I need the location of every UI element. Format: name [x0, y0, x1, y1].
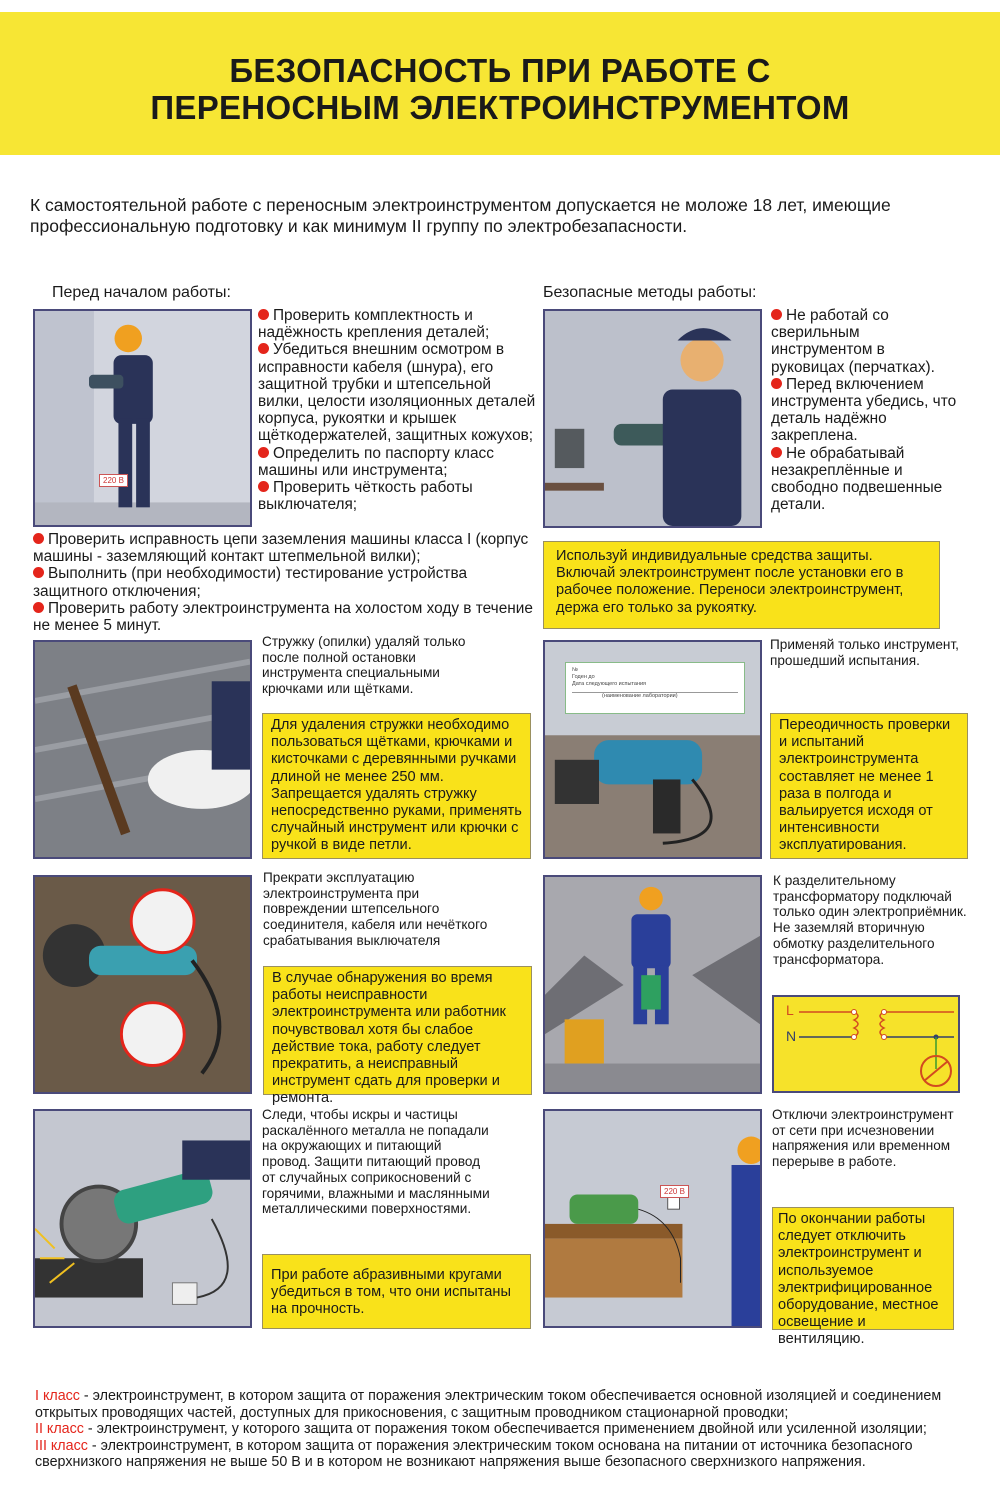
transformer-instruction: К разделительному трансформатору подключай только один электроприёмник. Не заземляй вторичную обмотку разделительного трансформатора. [773, 873, 967, 967]
bullet-icon [258, 343, 269, 354]
class-definition: II класс - электроинструмент, у которого защита от поражения током обеспечивается применением двойной или усиленной изоляции; [35, 1421, 927, 1438]
checklist-item: Проверить исправность цепи заземления машины класса I (корпус машины - заземляющий контакт штепмельной вилки); [33, 531, 529, 566]
safe-methods-list [771, 307, 961, 513]
bullet-icon [33, 567, 44, 578]
disconnect-instruction: Отключи электроинструмент от сети при исчезновении напряжения или временном перерыве в работе. [772, 1107, 954, 1170]
poster-header [0, 12, 1000, 155]
safe-method-item: Не обрабатывай незакреплённые и свободно подвешенные детали. [771, 444, 943, 514]
pre-work-checklist [258, 307, 538, 513]
chips-note: Для удаления стружки необходимо пользоваться щётками, крючками и кисточками с деревянными ручками длиной не менее 250 мм. Запрещается удалять стружку непосредственно руками, применять случайный инструмент или крючки с ручкой в виде петли. [262, 713, 531, 859]
class-definition: I класс - электроинструмент, в котором защита от поражения электрическим током обеспечивается основной изоляцией и соединением открытых проводящих частей, доступных для прикосновения, с защитным проводником стационарной проводки; [35, 1388, 942, 1421]
checklist-item: Выполнить (при необходимости) тестирование устройства защитного отключения; [33, 565, 468, 600]
disconnect-illustration [543, 1109, 762, 1328]
jackhammer-illustration [543, 875, 762, 1094]
sparks-instruction: Следи, чтобы искры и частицы раскалённого металла не попадали на окружающих и питающий провод. Защити питающий провод от случайных соприкосновений с горячими, влажными и маслянными металлическими поверхностями. [262, 1107, 490, 1217]
drill-worker-illustration [33, 309, 252, 527]
bullet-icon [258, 481, 269, 492]
right-section-heading: Безопасные методы работы: [543, 284, 757, 301]
title-line-2: ПЕРЕНОСНЫМ ЭЛЕКТРОИНСТРУМЕНТОМ [150, 89, 850, 126]
tested-instruction: Применяй только инструмент, прошедший испытания. [770, 637, 959, 668]
damage-instruction: Прекрати эксплуатацию электроинструмента при повреждении штепсельного соединителя, кабеля или нечёткого срабатывания выключателя [263, 870, 488, 948]
title-line-1: БЕЗОПАСНОСТЬ ПРИ РАБОТЕ С [229, 52, 771, 89]
class-definition: III класс - электроинструмент, в котором защита от поражения электрическим током основана на питании от источника безопасного сверхнизкого напряжения не выше 50 В и в котором не возникают напряжения выше безопасного сверхнизкого напряжения. [35, 1437, 913, 1471]
bullet-icon [33, 602, 44, 613]
bullet-icon [771, 378, 782, 389]
chips-instruction: Стружку (опилки) удаляй только после полной остановки инструмента специальными крючками или щётками. [262, 634, 466, 697]
bullet-icon [771, 447, 782, 458]
voltage-label: 220 В [99, 474, 128, 487]
bullet-icon [33, 533, 44, 544]
bullet-icon [258, 309, 269, 320]
safe-method-item: Перед включением инструмента убедись, что деталь надёжно закреплена. [771, 375, 957, 445]
tool-class-definitions [35, 1388, 975, 1471]
damage-note: В случае обнаружения во время работы неисправности электроинструмента или работник почувствовал хотя бы слабое действие тока, работу следует прекратить, а неисправный инструмент сдать для проверки и ремонта. [263, 966, 532, 1095]
drilling-vise-illustration [543, 309, 762, 528]
disconnect-note: По окончании работы следует отключить электроинструмент и используемое электрифицированное оборудование, местное освещение и вентиляцию. [772, 1207, 954, 1330]
voltage-label: 220 В [660, 1185, 689, 1198]
damaged-grinder-illustration [33, 875, 252, 1094]
safe-method-item: Не работай со сверильным инструментом в руковицах (перчатках). [771, 307, 935, 376]
checklist-item: Определить по паспорту класс машины или инструмента; [258, 444, 494, 479]
bullet-icon [771, 309, 782, 320]
test-tag-card: № Годен до Дата следующего испытания (наименование лаборатории) [565, 662, 745, 714]
left-section-heading: Перед началом работы: [52, 284, 231, 301]
chip-removal-illustration [33, 640, 252, 859]
tested-note: Переодичность проверки и испытаний электроинструмента составляет не менее 1 раза в полгода и вальируется исходя от интенсивности эксплуатирования. [770, 713, 968, 859]
neutral-label: N [786, 1028, 797, 1044]
checklist-item: Убедиться внешним осмотром в исправности кабеля (шнура), его защитной трубки и штепсельной вилки, целости изоляционных деталей корпуса, рукоятки и крышек щёткодержателей, защитных кожухов; [258, 341, 536, 445]
intro-text: К самостоятельной работе с переносным электроинструментом допускается не моложе 18 лет, имеющие профессиональную подготовку и как минимум II группу по электробезапасности. [30, 195, 891, 236]
tested-drill-illustration [543, 640, 762, 859]
checklist-item: Проверить комплектность и надёжность крепления деталей; [258, 307, 490, 342]
sparks-note: При работе абразивными кругами убедиться в том, что они испытаны на прочность. [262, 1254, 531, 1329]
ppe-note: Используй индивидуальные средства защиты. Включай электроинструмент после установки его в рабочее положение. Переноси электроинструмент, держа его только за рукоятку. [543, 541, 940, 629]
bullet-icon [258, 447, 269, 458]
pre-work-checklist-continued [33, 531, 538, 634]
isolation-transformer-diagram [772, 995, 960, 1093]
checklist-item: Проверить чёткость работы выключателя; [258, 479, 473, 514]
checklist-item: Проверить работу электроинструмента на холостом ходу в течение не менее 5 минут. [33, 599, 533, 635]
grinding-sparks-illustration [33, 1109, 252, 1328]
line-label: L [786, 1002, 794, 1018]
